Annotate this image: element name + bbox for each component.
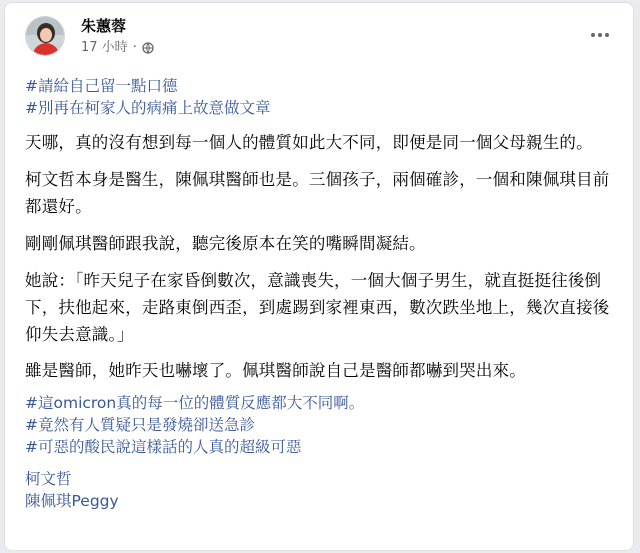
hashtag-link[interactable]: #可惡的酸民說這樣話的人真的超級可惡: [25, 438, 302, 456]
post-paragraph: 天哪，真的沒有想到每一個人的體質如此大不同，即便是同一個父母親生的。: [25, 133, 593, 152]
mention-link[interactable]: 柯文哲: [25, 470, 72, 488]
hashtag-link[interactable]: #請給自己留一點口德: [25, 77, 178, 95]
globe-icon[interactable]: [142, 42, 154, 54]
author-avatar[interactable]: [25, 16, 65, 56]
post-paragraph: 剛剛佩琪醫師跟我說，聽完後原本在笑的嘴瞬間凝結。: [25, 234, 426, 253]
post-paragraph: 柯文哲本身是醫生，陳佩琪醫師也是。三個孩子，兩個確診，一個和陳佩琪目前都還好。: [25, 170, 610, 216]
post-meta: [81, 39, 154, 57]
hashtag-link[interactable]: #別再在柯家人的病痛上故意做文章: [25, 99, 271, 117]
more-dot-icon: [591, 33, 595, 37]
more-dot-icon: [598, 33, 602, 37]
avatar-photo: [26, 17, 65, 56]
more-dot-icon: [605, 33, 609, 37]
meta-separator: ·: [132, 40, 137, 55]
author-name[interactable]: 朱蕙蓉: [81, 17, 127, 35]
hashtag-link[interactable]: #竟然有人質疑只是發燒卻送急診: [25, 416, 255, 434]
post-body: [25, 75, 625, 512]
hashtag-link[interactable]: #這omicron真的每一位的體質反應都大不同啊。: [25, 394, 365, 412]
post-paragraph: 雖是醫師，她昨天也嚇壞了。佩琪醫師說自己是醫師都嚇到哭出來。: [25, 361, 526, 380]
post-card: [4, 2, 634, 551]
post-paragraph: 她說：「昨天兒子在家昏倒數次，意識喪失，一個大個子男生，就直挺挺往後倒下，扶他起來，走路東倒西歪，到處踢到家裡東西，數次跌坐地上，幾次直接後仰失去意識。」: [25, 271, 610, 344]
more-options-button[interactable]: [585, 25, 615, 45]
mention-link[interactable]: 陳佩琪Peggy: [25, 492, 119, 510]
post-timestamp[interactable]: 17 小時: [81, 40, 128, 55]
